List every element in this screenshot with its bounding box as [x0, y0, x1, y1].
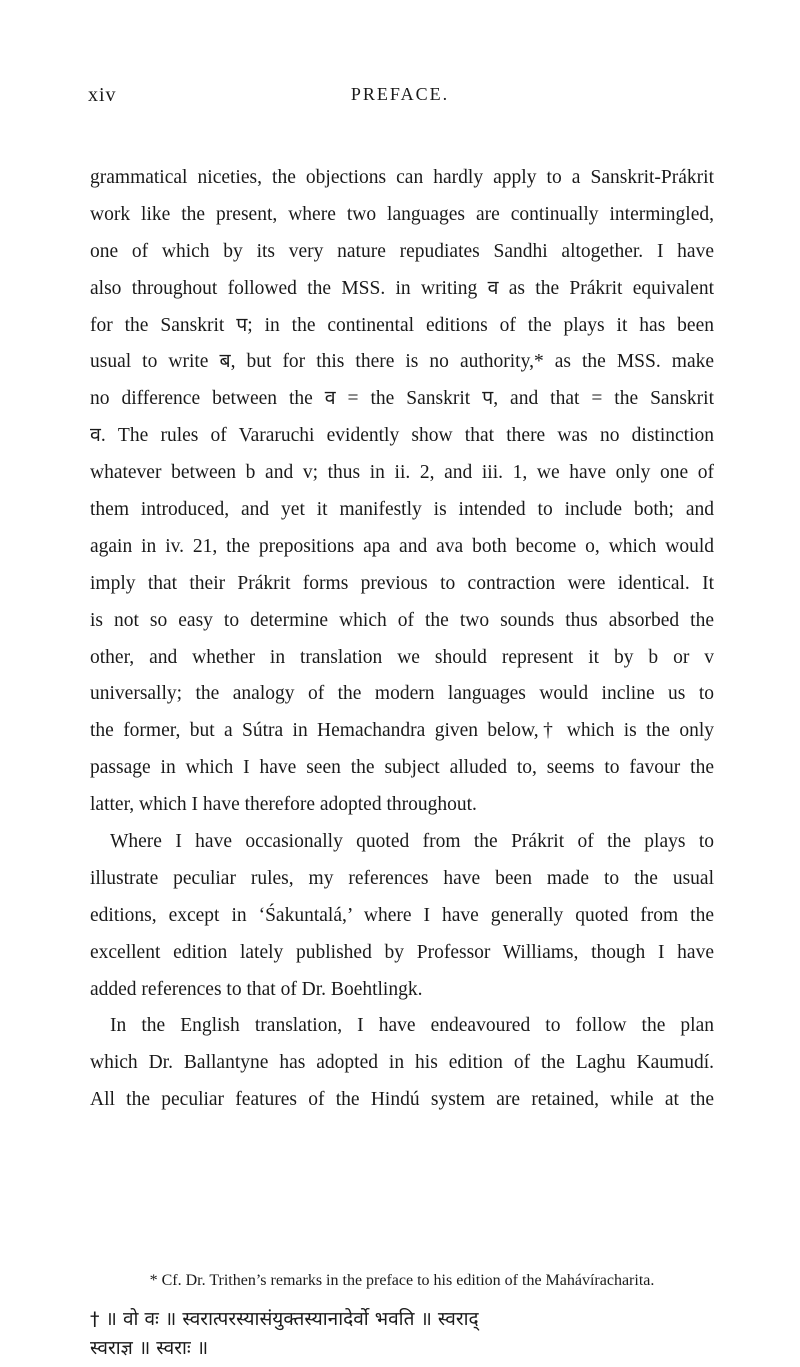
page-number: xiv	[88, 84, 117, 106]
text-line: also throughout followed the MSS. in writing व as the Prákrit equivalent	[90, 277, 714, 299]
body-text	[90, 160, 714, 1119]
text-line: other, and whether in translation we should represent it by b or v	[90, 646, 714, 668]
text-line: illustrate peculiar rules, my references have been made to the usual	[90, 867, 714, 889]
text-line: universally; the analogy of the modern languages would incline us to	[90, 683, 714, 705]
footnote-1: * Cf. Dr. Trithen’s remarks in the preface to his edition of the Mahávíracharita.	[149, 1272, 655, 1289]
text-line: for the Sanskrit प; in the continental editions of the plays it has been	[90, 314, 714, 336]
text-line: one of which by its very nature repudiates Sandhi altogether. I have	[90, 240, 714, 262]
text-line: work like the present, where two languages are continually intermingled,	[90, 203, 714, 225]
text-line: excellent edition lately published by Professor Williams, though I have	[90, 941, 714, 963]
text-line: व. The rules of Vararuchi evidently show that there was no distinction	[90, 425, 714, 447]
text-line: passage in which I have seen the subject alluded to, seems to favour the	[90, 757, 714, 779]
text-line: grammatical niceties, the objections can hardly apply to a Sanskrit-Prákrit	[90, 167, 714, 188]
text-line: again in iv. 21, the prepositions apa and ava both become o, which would	[90, 535, 714, 557]
text-line: usual to write ब, but for this there is no authority,* as the MSS. make	[90, 351, 714, 373]
running-head	[0, 84, 800, 108]
text-line: whatever between b and v; thus in ii. 2, and iii. 1, we have only one of	[90, 462, 714, 484]
text-line: All the peculiar features of the Hindú system are retained, while at the	[90, 1089, 714, 1111]
text-line: is not so easy to determine which of the two sounds thus absorbed the	[90, 609, 714, 631]
footnote-2-sanskrit: † ॥ वो वः ॥ स्वरात्परस्यासंयुक्तस्यानादेर्वो भवति ॥ स्वराद्	[90, 1308, 479, 1330]
text-line: editions, except in ‘Śakuntalá,’ where I have generally quoted from the	[90, 904, 714, 926]
text-line: latter, which I have therefore adopted throughout.	[90, 794, 477, 816]
footnote-2-continuation: स्वराज्ञ ॥ स्वराः ॥	[90, 1337, 209, 1359]
text-line: Where I have occasionally quoted from the Prákrit of the plays to	[110, 831, 714, 853]
text-line: added references to that of Dr. Boehtlingk.	[90, 978, 423, 1000]
text-line: the former, but a Sútra in Hemachandra given below,† which is the only	[90, 720, 714, 742]
text-line: imply that their Prákrit forms previous to contraction were identical. It	[90, 572, 714, 594]
text-line: no difference between the व = the Sanskrit प, and that = the Sanskrit	[90, 388, 714, 410]
running-title: PREFACE.	[350, 84, 450, 104]
text-line: which Dr. Ballantyne has adopted in his edition of the Laghu Kaumudí.	[90, 1052, 714, 1074]
text-line: them introduced, and yet it manifestly is intended to include both; and	[90, 499, 714, 521]
text-line: In the English translation, I have endeavoured to follow the plan	[110, 1015, 714, 1037]
